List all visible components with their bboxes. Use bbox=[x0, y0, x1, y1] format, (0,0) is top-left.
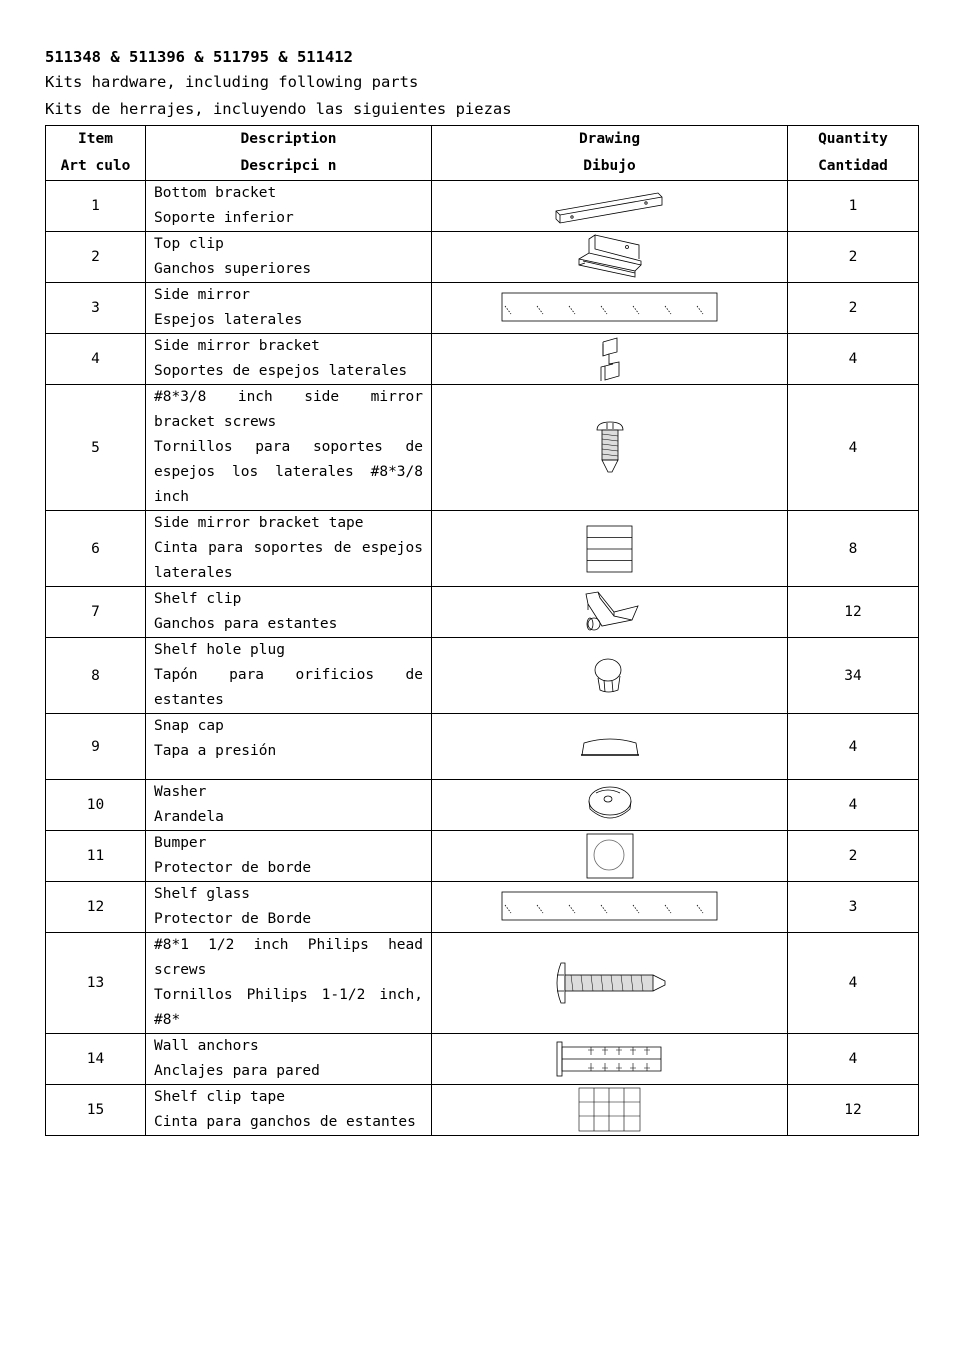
description-en: Side mirror bracket bbox=[154, 338, 320, 354]
item-number: 9 bbox=[46, 714, 146, 780]
description-es: Tornillos Philips 1-1/2 inch, #8* bbox=[154, 987, 423, 1028]
description-cell bbox=[146, 1034, 432, 1085]
quantity: 4 bbox=[788, 933, 919, 1034]
quantity: 2 bbox=[788, 232, 919, 283]
item-number: 4 bbox=[46, 334, 146, 385]
quantity: 4 bbox=[788, 714, 919, 780]
description-es: Protector de Borde bbox=[154, 911, 312, 927]
table-row bbox=[46, 882, 919, 933]
quantity: 1 bbox=[788, 181, 919, 232]
description-es: Arandela bbox=[154, 809, 224, 825]
column-header-quantity bbox=[788, 126, 919, 181]
bottom-bracket-icon bbox=[550, 185, 670, 227]
subtitle-english: Kits hardware, including following parts bbox=[45, 73, 419, 91]
table-row bbox=[46, 181, 919, 232]
description-es: Tornillos para soportes de espejos los laterales #8*3/8 inch bbox=[154, 439, 423, 505]
description-en: Snap cap bbox=[154, 718, 224, 734]
item-number: 11 bbox=[46, 831, 146, 882]
description-cell bbox=[146, 780, 432, 831]
column-header-drawing bbox=[432, 126, 788, 181]
bumper-icon bbox=[586, 833, 634, 879]
item-number: 8 bbox=[46, 638, 146, 714]
quantity: 8 bbox=[788, 511, 919, 587]
item-number: 6 bbox=[46, 511, 146, 587]
description-es: Anclajes para pared bbox=[154, 1063, 320, 1079]
quantity: 2 bbox=[788, 831, 919, 882]
short-screw-icon bbox=[593, 420, 627, 476]
description-es: Soportes de espejos laterales bbox=[154, 363, 408, 379]
snap-cap-icon bbox=[580, 737, 640, 757]
table-row bbox=[46, 587, 919, 638]
hole-plug-icon bbox=[592, 656, 628, 696]
column-header-es: Descripci n bbox=[240, 158, 337, 174]
item-number: 10 bbox=[46, 780, 146, 831]
item-number: 5 bbox=[46, 385, 146, 511]
description-cell bbox=[146, 587, 432, 638]
description-cell bbox=[146, 232, 432, 283]
description-en: Side mirror bbox=[154, 287, 251, 303]
table-row bbox=[46, 638, 919, 714]
drawing-cell bbox=[432, 1034, 788, 1085]
description-cell bbox=[146, 638, 432, 714]
item-number: 3 bbox=[46, 283, 146, 334]
document-title: 511348 & 511396 & 511795 & 511412 bbox=[45, 48, 353, 66]
description-en: Washer bbox=[154, 784, 207, 800]
description-cell bbox=[146, 511, 432, 587]
description-en: Bottom bracket bbox=[154, 185, 277, 201]
subtitle-spanish: Kits de herrajes, incluyendo las siguientes piezas bbox=[45, 100, 512, 118]
table-row bbox=[46, 933, 919, 1034]
column-header-es: Cantidad bbox=[818, 158, 888, 174]
column-header-description bbox=[146, 126, 432, 181]
column-header-en: Drawing bbox=[578, 131, 641, 147]
description-cell bbox=[146, 1085, 432, 1136]
description-es: Tapón para orificios de estantes bbox=[154, 667, 423, 708]
drawing-cell bbox=[432, 232, 788, 283]
quantity: 4 bbox=[788, 1034, 919, 1085]
wall-anchor-icon bbox=[555, 1041, 665, 1077]
tape-grid-icon bbox=[578, 1087, 642, 1133]
drawing-cell bbox=[432, 831, 788, 882]
description-cell bbox=[146, 831, 432, 882]
parts-table bbox=[45, 125, 919, 1136]
column-header-es: Dibujo bbox=[583, 158, 636, 174]
description-en: Bumper bbox=[154, 835, 207, 851]
description-es: Ganchos superiores bbox=[154, 261, 312, 277]
item-number: 14 bbox=[46, 1034, 146, 1085]
description-cell bbox=[146, 714, 432, 780]
item-number: 2 bbox=[46, 232, 146, 283]
long-screw-icon bbox=[551, 961, 669, 1005]
quantity: 3 bbox=[788, 882, 919, 933]
description-en: Top clip bbox=[154, 236, 224, 252]
item-number: 12 bbox=[46, 882, 146, 933]
tape-strips-icon bbox=[586, 525, 634, 573]
drawing-cell bbox=[432, 882, 788, 933]
table-row bbox=[46, 714, 919, 780]
drawing-cell bbox=[432, 714, 788, 780]
description-es: Ganchos para estantes bbox=[154, 616, 338, 632]
quantity: 4 bbox=[788, 334, 919, 385]
description-es: Cinta para soportes de espejos laterales bbox=[154, 540, 423, 581]
quantity: 34 bbox=[788, 638, 919, 714]
table-row bbox=[46, 334, 919, 385]
drawing-cell bbox=[432, 780, 788, 831]
table-row bbox=[46, 385, 919, 511]
drawing-cell bbox=[432, 1085, 788, 1136]
description-en: Wall anchors bbox=[154, 1038, 259, 1054]
description-cell bbox=[146, 882, 432, 933]
description-es: Soporte inferior bbox=[154, 210, 294, 226]
table-row bbox=[46, 1034, 919, 1085]
description-cell bbox=[146, 334, 432, 385]
table-row bbox=[46, 780, 919, 831]
quantity: 4 bbox=[788, 385, 919, 511]
quantity: 2 bbox=[788, 283, 919, 334]
drawing-cell bbox=[432, 385, 788, 511]
drawing-cell bbox=[432, 283, 788, 334]
column-header-en: Quantity bbox=[818, 131, 888, 147]
table-row bbox=[46, 831, 919, 882]
drawing-cell bbox=[432, 587, 788, 638]
drawing-cell bbox=[432, 511, 788, 587]
drawing-cell bbox=[432, 334, 788, 385]
quantity: 12 bbox=[788, 587, 919, 638]
column-header-item bbox=[46, 126, 146, 181]
description-cell bbox=[146, 283, 432, 334]
description-cell bbox=[146, 933, 432, 1034]
table-row bbox=[46, 511, 919, 587]
drawing-cell bbox=[432, 638, 788, 714]
description-en: Shelf hole plug bbox=[154, 642, 285, 658]
washer-icon bbox=[586, 783, 634, 827]
drawing-cell bbox=[432, 181, 788, 232]
description-es: Tapa a presión bbox=[154, 743, 277, 759]
description-es: Protector de borde bbox=[154, 860, 312, 876]
table-row bbox=[46, 1085, 919, 1136]
side-mirror-bracket-icon bbox=[595, 336, 625, 382]
description-en: #8*3/8 inch side mirror bracket screws bbox=[154, 389, 423, 430]
quantity: 12 bbox=[788, 1085, 919, 1136]
column-header-en: Description bbox=[240, 131, 337, 147]
item-number: 7 bbox=[46, 587, 146, 638]
shelf-glass-icon bbox=[501, 891, 719, 923]
top-clip-icon bbox=[575, 233, 645, 281]
description-en: Shelf clip bbox=[154, 591, 242, 607]
column-header-en: Item bbox=[78, 131, 113, 147]
table-row bbox=[46, 232, 919, 283]
quantity: 4 bbox=[788, 780, 919, 831]
table-header-row bbox=[46, 126, 919, 181]
description-es: Espejos laterales bbox=[154, 312, 303, 328]
description-cell bbox=[146, 385, 432, 511]
item-number: 15 bbox=[46, 1085, 146, 1136]
shelf-clip-icon bbox=[580, 590, 640, 634]
table-row bbox=[46, 283, 919, 334]
side-mirror-icon bbox=[501, 292, 719, 324]
item-number: 13 bbox=[46, 933, 146, 1034]
item-number: 1 bbox=[46, 181, 146, 232]
description-cell bbox=[146, 181, 432, 232]
description-en: Shelf glass bbox=[154, 886, 251, 902]
column-header-es: Art culo bbox=[60, 158, 131, 174]
description-en: Side mirror bracket tape bbox=[154, 515, 364, 531]
description-en: #8*1 1/2 inch Philips head screws bbox=[154, 937, 423, 978]
description-es: Cinta para ganchos de estantes bbox=[154, 1114, 416, 1130]
description-en: Shelf clip tape bbox=[154, 1089, 285, 1105]
drawing-cell bbox=[432, 933, 788, 1034]
